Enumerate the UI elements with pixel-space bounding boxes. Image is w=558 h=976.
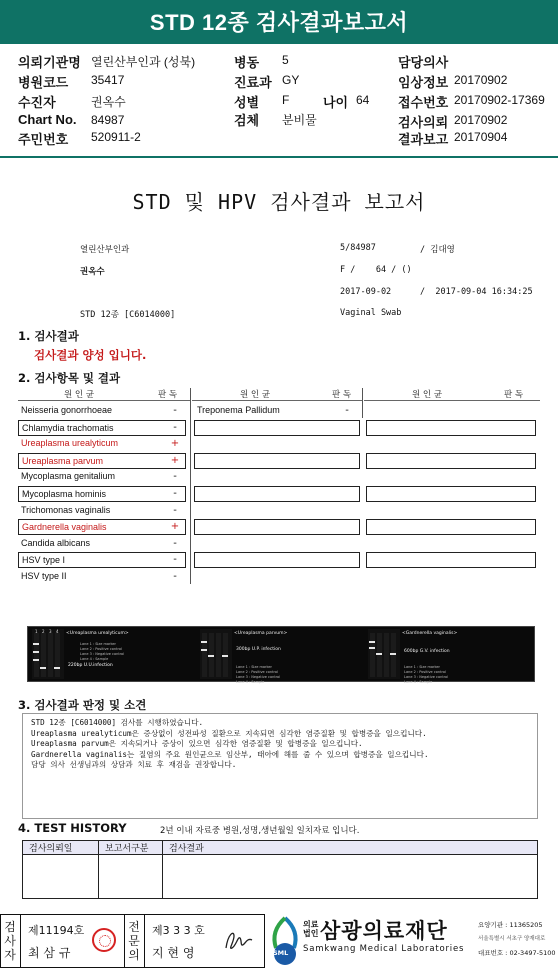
org-name: 삼광의료재단 [320,919,448,943]
empty-result-box [366,420,536,436]
pathogen-name: Trichomonas vaginalis [21,505,111,515]
header-pathogen: 원 인 균 [64,390,95,400]
opinion-line: Gardnerella vaginalis는 질염의 주요 원인균으로 임산부, 태아에 해를 줄 수 있으며 합병증을 일으킵니다. [31,749,429,759]
meta-ward-chart: 5/84987 [340,243,376,253]
resident-value: 520911-2 [91,130,141,144]
pathogen-result: + [170,455,180,466]
table-header-col3 [364,387,540,401]
examiner-license: 제11194호 [28,924,85,937]
meta-test-code: STD 12종 [C6014000] [80,310,176,320]
signature-icon [222,926,256,954]
pathogen-name: HSV type II [21,571,67,581]
gel-title: <Ureaplasma parvum> [234,631,288,636]
gel-legend: Lane 1 : Size marker Lane 2 : Positive control Lane 3 : Negative control Lane 4 : Sample [404,665,449,684]
gel-lanes [32,629,64,679]
history-header: 검사결과 [163,841,538,855]
pathogen-name: Ureaplasma urealyticum [21,438,119,448]
pathogen-name: Mycoplasma hominis [18,486,186,502]
pathogen-result: - [345,405,349,416]
header-pathogen: 원 인 균 [240,390,271,400]
header-judgement: 판 독 [332,390,352,400]
pathogen-name: HSV type I [18,552,186,568]
resident-label: 주민번호 [18,132,69,147]
org-prefix: 의료 법인 [303,920,319,938]
institution-label: 의뢰기관명 [18,55,81,70]
gel-band-label: 220bp U.U.infection [68,663,113,668]
history-table [22,840,538,899]
examiner-vertical-label: 검 사 자 [4,920,16,962]
age-label: 나이 [323,95,349,110]
meta-sex-age: F / 64 / () [340,265,412,275]
pathogen-result: - [173,488,177,499]
pathogen-result: - [173,422,177,433]
empty-result-box [366,403,536,419]
gel-legend: Lane 1 : Size marker Lane 2 : Positive control Lane 3 : Negative control Lane 4 : Sample [236,665,281,684]
gel-title: <Ureaplasma urealyticum> [66,631,129,636]
pathogen-name: Mycoplasma genitalium [21,471,116,481]
specialist-vertical-label: 전 문 의 [128,920,140,962]
pathogen-result: + [170,521,180,532]
report-value: 20170904 [454,130,508,144]
empty-result-box [366,453,536,469]
pathogen-name: Ureaplasma parvum [18,453,186,469]
empty-result-box [194,420,360,436]
clinical-value: 20170902 [454,73,508,87]
signature-footer [0,912,558,976]
hospital-code-value: 35417 [91,73,125,87]
section-items-title: 2. 검사항목 및 결과 [18,371,121,385]
org-code: 요양기관 : 11365205 [478,921,543,929]
gel-gardnerella-vaginalis [366,627,532,683]
pathogen-name: Candida albicans [21,538,91,548]
empty-result-box [194,453,360,469]
examiner-seal-icon [92,928,116,952]
sex-label: 성별 [234,95,260,110]
history-note: 2년 이내 자료중 병원,성명,생년월일 일치자료 입니다. [160,826,360,836]
history-header: 보고서구분 [99,841,163,855]
history-row [23,855,538,899]
gel-band-label: 300bp U.P. infection [236,647,281,652]
opinion-line: 담당 의사 선생님과의 상담과 치료 후 재검을 권장합니다. [31,760,237,769]
chart-label: Chart No. [18,112,77,127]
meta-patient: 권옥수 [80,267,105,277]
empty-result-box [194,552,360,568]
dept-value: GY [282,73,300,87]
opinion-line: Ureaplasma urealyticum은 증상없이 성전파성 질환으로 지속되면 심각한 염증질환 및 합병증을 일으킵니다. [31,728,427,738]
history-header: 검사의뢰일 [23,841,99,855]
gel-title: <Gardnerella vaginalis> [402,631,458,636]
chart-value: 84987 [91,113,125,127]
section-result-title: 1. 검사결과 [18,329,79,343]
pathogen-result: - [173,405,177,416]
empty-result-box [366,486,536,502]
org-phone: 대표번호 : 02-3497-5100 [478,949,556,957]
hospital-code-label: 병원코드 [18,75,69,90]
institution-value: 열린산부인과 (성북) [91,55,196,69]
header-divider [0,156,558,158]
report-label: 결과보고 [398,132,449,147]
specimen-value: 분비물 [282,113,317,127]
request-label: 검사의뢰 [398,115,449,130]
section-opinion-title: 3. 검사결과 판정 및 소견 [18,698,147,712]
sml-logo-icon [268,916,302,966]
meta-date-report: / 2017-09-04 16:34:25 [420,287,533,297]
pathogen-result: - [173,471,177,482]
result-summary: 검사결과 양성 입니다. [34,348,147,362]
pathogen-name: Treponema Pallidum [197,405,280,415]
header-judgement: 판 독 [504,390,524,400]
meta-hospital: 열린산부인과 [80,245,130,255]
gel-ureaplasma-parvum [198,627,364,683]
request-value: 20170902 [454,113,508,127]
pathogen-name: Gardnerella vaginalis [18,519,186,535]
header-judgement: 판 독 [158,390,178,400]
pathogen-result: - [173,554,177,565]
empty-result-box [194,519,360,535]
opinion-line: STD 12종 [C6014000] 검사를 시행하였습니다. [31,718,204,727]
header-info [0,50,558,150]
section-history-title: 4. TEST HISTORY [18,821,127,835]
specialist-license: 제3 3 3 호 [152,924,205,937]
gel-electrophoresis-images: <Ureaplasma urealyticum> 220bp U.U.infection <Ureaplasma parvum> 300bp U.P. infection Lane 1 : Size marker Lane 2 : Positive control Lane 3 : Negative control Lane 4 : Sample <Gardnerella vaginalis> 600bp G.V. infection Lane 1 : Size marker Lane 2 : Positive control Lane 3 : Negative control Lane 4 : Sample 1 2 3 4 [27,626,535,682]
table-header-col1 [18,387,190,401]
specialist-name: 지 현 영 [152,946,195,960]
column-divider [362,388,363,418]
gel-legend: Lane 1 : Size marker Lane 2 : Positive control Lane 3 : Negative control Lane 4 : Sample [80,642,125,661]
pathogen-result: - [173,538,177,549]
sex-value: F [282,93,290,107]
opinion-line: Ureaplasma parvum은 지속되거나 증상이 있으면 심각한 염증질환 및 합병증을 일으킵니다. [31,739,363,748]
clinical-label: 임상정보 [398,75,449,90]
meta-doctor: / 김대영 [420,245,455,255]
report-banner: STD 12종 검사결과보고서 [0,0,558,44]
empty-result-box [194,486,360,502]
sml-logo-text: SML [273,949,289,957]
gel-band-label: 600bp G.V. infection [404,649,450,654]
column-divider [190,388,191,584]
gel-lanes [368,629,400,679]
empty-result-box [366,519,536,535]
pathogen-result: - [173,571,177,582]
org-english-name: Samkwang Medical Laboratories [303,944,465,954]
patient-value: 권옥수 [91,95,126,109]
pathogen-name: Chlamydia trachomatis [18,420,186,436]
receipt-value: 20170902-17369 [454,93,545,107]
meta-specimen: Vaginal Swab [340,308,402,318]
examiner-name: 최 삼 규 [28,946,71,960]
patient-label: 수진자 [18,95,56,110]
opinion-box [22,713,538,819]
pathogen-name: Neisseria gonorrhoeae [21,405,113,415]
specimen-label: 검체 [234,113,260,128]
pathogen-result: - [173,505,177,516]
meta-date-request: 2017-09-02 [340,287,392,297]
history-header-row [23,841,538,855]
gel-lanes [200,629,232,679]
empty-result-box [366,552,536,568]
pathogen-result: + [170,438,180,449]
doctor-label: 담당의사 [398,55,449,70]
age-value: 64 [356,93,370,107]
ward-label: 병동 [234,55,260,70]
org-address: 서울특별시 서초구 양재대로 [478,936,546,942]
table-header-col2 [192,387,362,401]
report-title: STD 및 HPV 검사결과 보고서 [132,190,426,214]
dept-label: 진료과 [234,75,272,90]
header-pathogen: 원 인 균 [412,390,443,400]
receipt-label: 접수번호 [398,95,449,110]
ward-value: 5 [282,53,289,67]
